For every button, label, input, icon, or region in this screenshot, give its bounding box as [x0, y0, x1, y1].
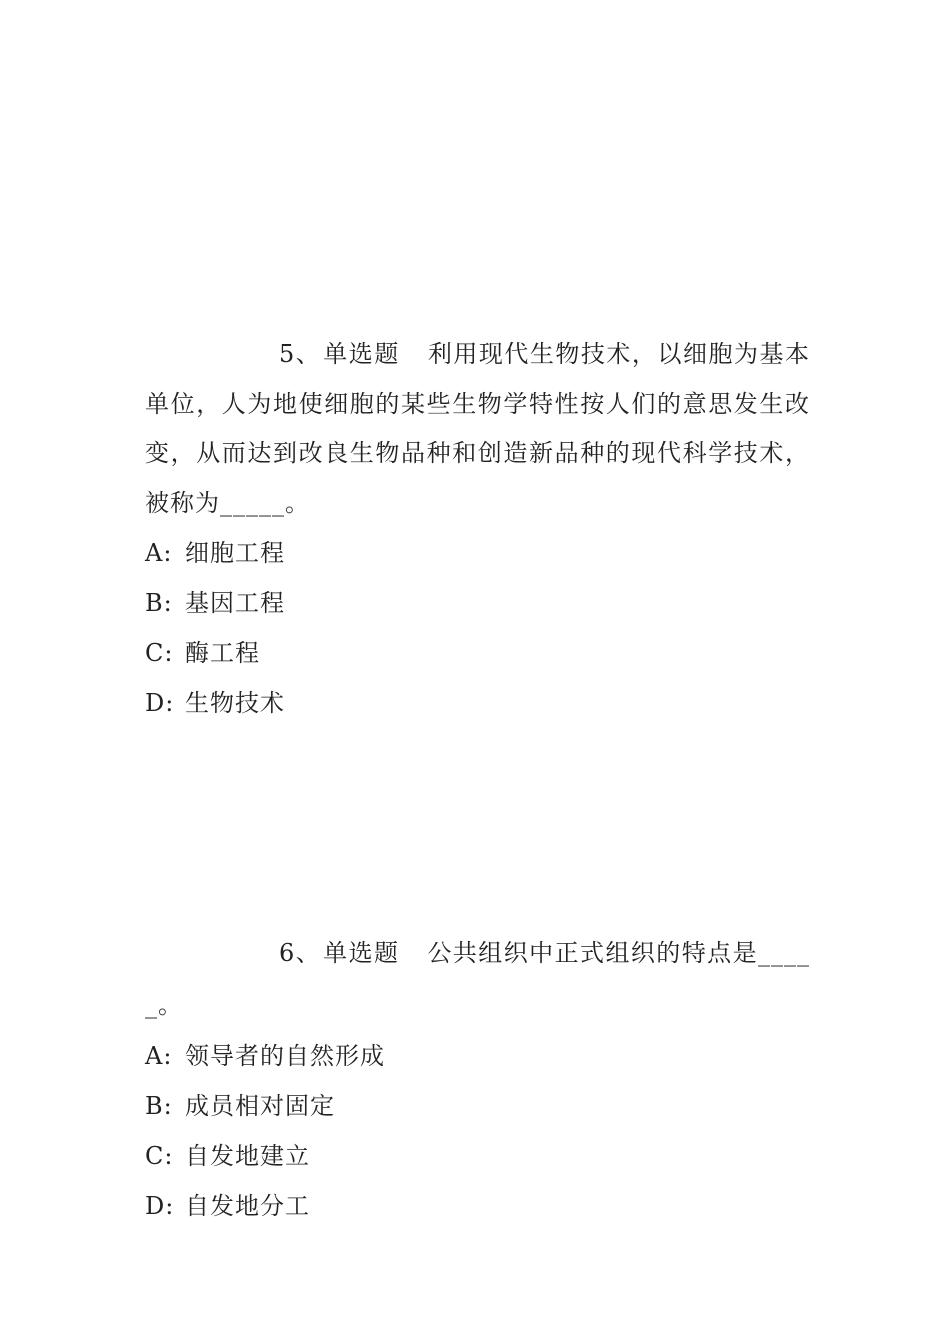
option-c [145, 1131, 810, 1181]
option-a [145, 1031, 810, 1081]
question-5 [145, 330, 810, 728]
option-letter: D: [145, 689, 175, 718]
option-letter: A: [145, 1042, 173, 1070]
option-letter: C: [145, 639, 174, 668]
option-text: 基因工程 [185, 589, 285, 618]
question-type: 单选题 [323, 939, 400, 967]
question-stem [145, 330, 810, 528]
question-text: 利用现代生物技术，以细胞为基本单位，人为地使细胞的某些生物学特性按人们的意思发生改变，从而达到改良生物品种和创造新品种的现代科学技术，被称为_____。 [145, 340, 811, 517]
option-text: 自发地分工 [185, 1192, 310, 1220]
question-6 [145, 927, 810, 1231]
option-d [145, 678, 810, 728]
option-d [145, 1181, 810, 1231]
question-text: 公共组织中正式组织的特点是_____。 [145, 939, 811, 1019]
option-letter: C: [145, 1142, 174, 1170]
question-stem [145, 927, 810, 1031]
option-letter: D: [145, 1192, 175, 1220]
option-letter: B: [145, 589, 173, 618]
option-letter: B: [145, 1092, 173, 1120]
option-text: 细胞工程 [185, 539, 285, 568]
question-number: 6、 [279, 939, 322, 967]
option-b [145, 1081, 810, 1131]
option-text: 生物技术 [185, 689, 285, 718]
question-type: 单选题 [323, 340, 400, 368]
option-text: 领导者的自然形成 [185, 1042, 385, 1070]
question-number: 5、 [279, 340, 322, 368]
option-text: 酶工程 [185, 639, 260, 668]
option-a [145, 528, 810, 578]
option-text: 自发地建立 [185, 1142, 310, 1170]
option-letter: A: [145, 539, 173, 568]
option-b [145, 578, 810, 628]
option-c [145, 628, 810, 678]
option-text: 成员相对固定 [185, 1092, 335, 1120]
